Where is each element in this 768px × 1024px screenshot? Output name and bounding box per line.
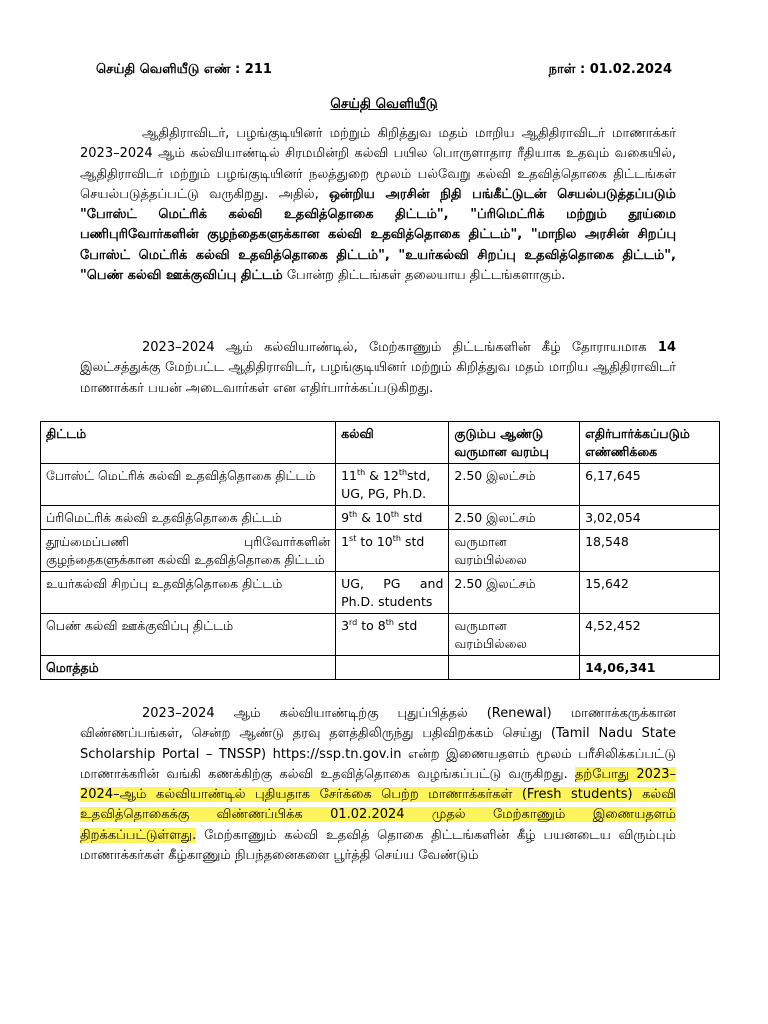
total-label: மொத்தம் bbox=[41, 656, 336, 680]
row-education: 9th & 10th std bbox=[336, 506, 449, 530]
beneficiary-count: 14 bbox=[657, 340, 676, 355]
header-education: கல்வி bbox=[336, 422, 449, 464]
intro-text: ஆதிதிராவிடர், பழங்குடியினர் மற்றும் கிறித்துவ மதம் மாறிய ஆதிதிராவிடர் மாணாக்கர் 2023–2024 ஆம் கல்வியாண்டில் சிரமமின்றி கல்வி பயில பொருளாதார ரீதியாக உதவும் வகையில், ஆதிதிராவிடர் மற்றும் பழங்குடியினர் நலத்துறை மூலம் பல்வேறு கல்வி உதவித்தொகை திட்டங்கள் செயல்படுத்தப்பட்டு வருகிறது. அதில், bbox=[80, 126, 676, 202]
row-scheme: உயர்கல்வி சிறப்பு உதவித்தொகை திட்டம் bbox=[41, 572, 336, 614]
table-row bbox=[41, 506, 720, 530]
beneficiary-text-end: இலட்சத்துக்கு மேற்பட்ட ஆதிதிராவிடர், பழங்குடியினர் மற்றும் கிறித்துவ மதம் மாறிய ஆதிதிராவிடர் மாணாக்கர் பயன் அடைவார்கள் என எதிர்பார்க்கப்படுகிறது. bbox=[80, 360, 676, 396]
table-row bbox=[41, 614, 720, 656]
row-education: 1st to 10th std bbox=[336, 530, 449, 572]
portal-paragraph bbox=[80, 704, 676, 866]
row-count: 4,52,452 bbox=[580, 614, 720, 656]
release-date: நாள் : 01.02.2024 bbox=[548, 62, 672, 77]
intro-paragraph bbox=[80, 124, 676, 286]
beneficiary-text: 2023–2024 ஆம் கல்வியாண்டில், மேற்காணும் திட்டங்களின் கீழ் தோராயமாக bbox=[142, 340, 658, 355]
table-row bbox=[41, 464, 720, 506]
row-count: 15,642 bbox=[580, 572, 720, 614]
header-scheme: திட்டம் bbox=[41, 422, 336, 464]
row-count: 18,548 bbox=[580, 530, 720, 572]
page-title: செய்தி வெளியீடு bbox=[330, 96, 438, 112]
beneficiary-paragraph bbox=[80, 338, 676, 399]
portal-text: 2023–2024 ஆம் கல்வியாண்டிற்கு புதுப்பித்தல் (Renewal) மாணாக்கருக்கான விண்ணப்பங்கள், சென்ற ஆண்டு தரவு தளத்திலிருந்து பதிவிறக்கம் செய்து (Tamil Nadu State Scholarship Portal – TNSSP) https://ssp.tn.gov.in என்ற இணையதளம் மூலம் பரீசிலிக்கப்பட்டு மாணாக்கரின் வங்கி கணக்கிற்கு கல்வி உதவித்தொகை வழங்கப்பட்டு வருகிறது. bbox=[80, 706, 676, 782]
table-total-row bbox=[41, 656, 720, 680]
row-education: 11th & 12thstd, UG, PG, Ph.D. bbox=[336, 464, 449, 506]
scholarship-table bbox=[40, 421, 720, 680]
row-scheme: பெண் கல்வி ஊக்குவிப்பு திட்டம் bbox=[41, 614, 336, 656]
row-scheme: ப்ரிமெட்ரிக் கல்வி உதவித்தொகை திட்டம் bbox=[41, 506, 336, 530]
total-empty-cell bbox=[336, 656, 449, 680]
intro-text-end: போன்ற திட்டங்கள் தலையாய திட்டங்களாகும். bbox=[282, 268, 566, 284]
total-empty-cell bbox=[449, 656, 580, 680]
row-income: 2.50 இலட்சம் bbox=[449, 506, 580, 530]
row-count: 6,17,645 bbox=[580, 464, 720, 506]
row-education: 3rd to 8th std bbox=[336, 614, 449, 656]
total-value: 14,06,341 bbox=[580, 656, 720, 680]
row-income: 2.50 இலட்சம் bbox=[449, 464, 580, 506]
row-education: UG, PG and Ph.D. students bbox=[336, 572, 449, 614]
row-income: 2.50 இலட்சம் bbox=[449, 572, 580, 614]
header-income-limit: குடும்ப ஆண்டு வருமான வரம்பு bbox=[449, 422, 580, 464]
table-row bbox=[41, 572, 720, 614]
release-number: செய்தி வெளியீடு எண் : 211 bbox=[96, 62, 272, 77]
row-scheme: போஸ்ட் மெட்ரிக் கல்வி உதவித்தொகை திட்டம் bbox=[41, 464, 336, 506]
header-expected-count: எதிர்பார்க்கப்படும் எண்ணிக்கை bbox=[580, 422, 720, 464]
table-header-row bbox=[41, 422, 720, 464]
row-count: 3,02,054 bbox=[580, 506, 720, 530]
portal-text-end: மேற்காணும் கல்வி உதவித் தொகை திட்டங்களின் கீழ் பயனடைய விரும்பும் மாணாக்கர்கள் கீழ்காணும் நிபந்தனைகளை பூர்த்தி செய்ய வேண்டும் bbox=[80, 827, 676, 864]
row-scheme: தூய்மைப்பணி புரிவோர்களின் குழந்தைகளுக்கான கல்வி உதவித்தொகை திட்டம் bbox=[41, 530, 336, 572]
fresh-students-highlight: தற்போது 2023–2024–ஆம் கல்வியாண்டில் புதியதாக சேர்க்கை பெற்ற மாணாக்கர்கள் (Fresh students) கல்வி உதவித்தொகைக்கு விண்ணப்பிக்க 01.02.2024 முதல் மேற்காணும் இணையதளம் திறக்கப்பட்டுள்ளது. bbox=[80, 766, 676, 843]
intro-schemes-bold: ஒன்றிய அரசின் நிதி பங்கீட்டுடன் செயல்படுத்தப்படும் "போஸ்ட் மெட்ரிக் கல்வி உதவித்தொகை திட்டம்", "ப்ரிமெட்ரிக் மற்றும் தூய்மை பணிபுரிவோர்களின் குழந்தைகளுக்கான கல்வி உதவித்தொகை திட்டம்", "மாநில அரசின் சிறப்பு போஸ்ட் மெட்ரிக் கல்வி உதவித்தொகை திட்டம்", "உயர்கல்வி சிறப்பு உதவித்தொகை திட்டம்", "பெண் கல்வி ஊக்குவிப்பு திட்டம் bbox=[80, 186, 676, 284]
table-row bbox=[41, 530, 720, 572]
row-income: வருமான வரம்பில்லை bbox=[449, 614, 580, 656]
row-income: வருமான வரம்பில்லை bbox=[449, 530, 580, 572]
